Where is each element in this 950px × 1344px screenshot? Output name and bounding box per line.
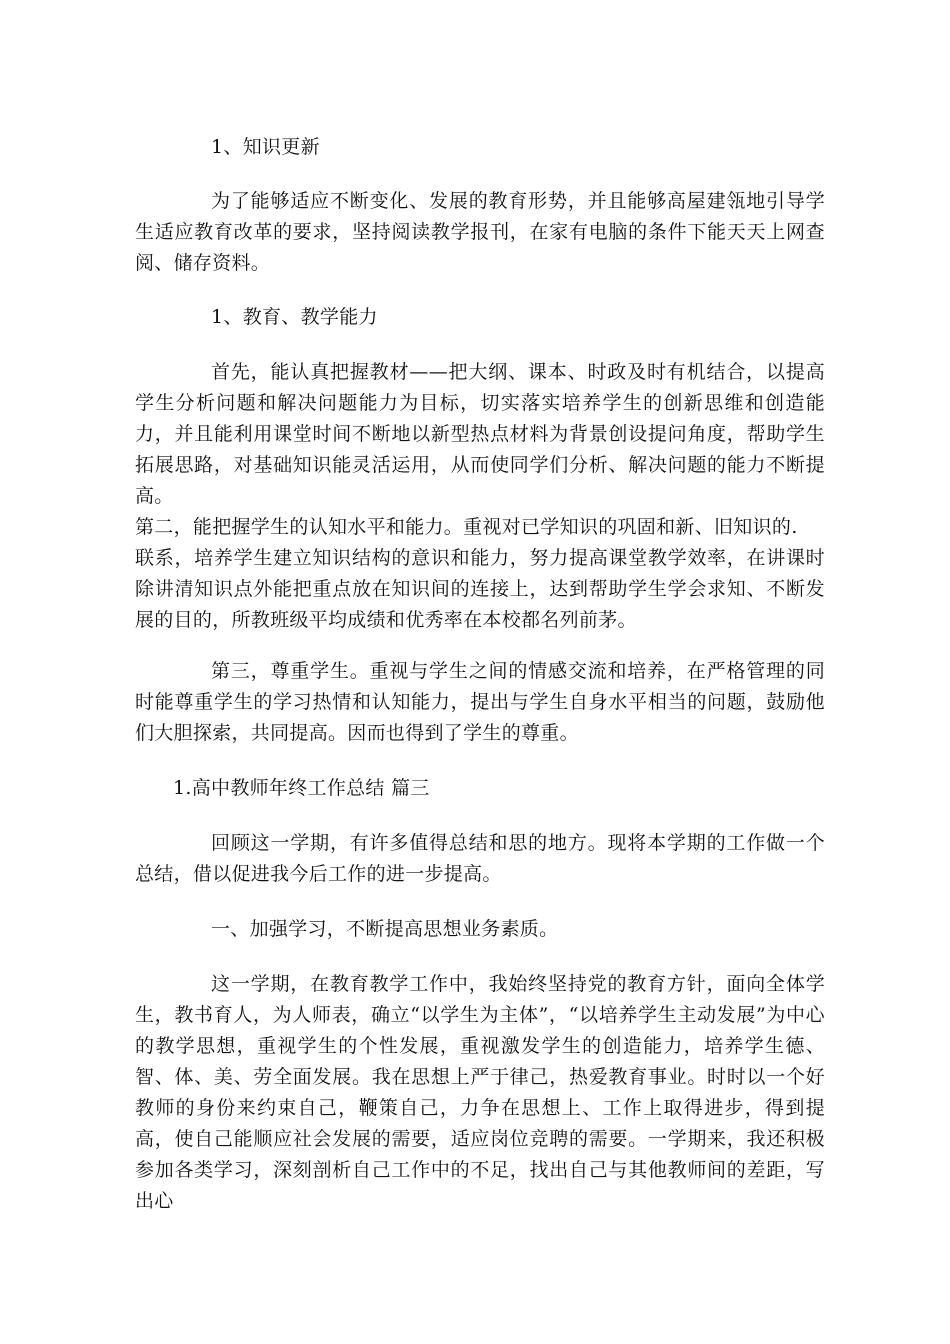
subheading-strengthen-learning: 一、加强学习，不断提高思想业务素质。 <box>211 918 559 940</box>
document-body <box>135 132 825 1217</box>
subheading-teaching-ability: 1、教育、教学能力 <box>211 306 378 328</box>
paragraph-review: 回顾这一学期，有许多值得总结和思的地方。现将本学期的工作做一个总结，借以促进我今后工作的进一步提高。 <box>135 832 825 885</box>
paragraph-study-practice: 这一学期，在教育教学工作中，我始终坚持党的教育方针，面向全体学生，教书育人，为人师表，确立“以学生为主体”，“以培养学生主动发展”为中心的教学思想，重视学生的个性发展，重视激发学生的创造能力，培养学生德、智、体、美、劳全面发展。我在思想上严于律己，热爱教育事业。时时以一个好教师的身份来约束自己，鞭策自己，力争在思想上、工作上取得进步，得到提高，使自己能顺应社会发展的需要，适应岗位竞聘的需要。一学期来，我还积极参加各类学习，深刻剖析自己工作中的不足，找出自己与其他教师间的差距，写出心 <box>135 973 825 1212</box>
paragraph-second-point: 第二，能把握学生的认知水平和能力。重视对已学知识的巩固和新、旧知识的. <box>135 516 798 538</box>
section-title: 1.高中教师年终工作总结 篇三 <box>173 777 430 799</box>
subheading-knowledge-update: 1、知识更新 <box>211 136 320 158</box>
paragraph-knowledge-update: 为了能够适应不断变化、发展的教育形势，并且能够高屋建瓴地引导学生适应教育改革的要求，坚持阅读教学报刊，在家有电脑的条件下能天天上网查阅、储存资料。 <box>135 190 825 274</box>
paragraph-second-point-continued: 联系，培养学生建立知识结构的意识和能力，努力提高课堂教学效率，在讲课时除讲清知识点外能把重点放在知识间的连接上，达到帮助学生学会求知、不断发展的目的，所教班级平均成绩和优秀率在本校都名列前茅。 <box>135 547 825 631</box>
paragraph-first-point: 首先，能认真把握教材——把大纲、课本、时政及时有机结合，以提高学生分析问题和解决问题能力为目标，切实落实培养学生的创新思维和创造能力，并且能利用课堂时间不断地以新型热点材料为背景创设提问角度，帮助学生拓展思路，对基础知识能灵活运用，从而使同学们分析、解决问题的能力不断提高。 <box>135 361 825 507</box>
paragraph-third-point: 第三，尊重学生。重视与学生之间的情感交流和培养，在严格管理的同时能尊重学生的学习热情和认知能力，提出与学生自身水平相当的问题，鼓励他们大胆探索，共同提高。因而也得到了学生的尊重。 <box>135 660 825 744</box>
